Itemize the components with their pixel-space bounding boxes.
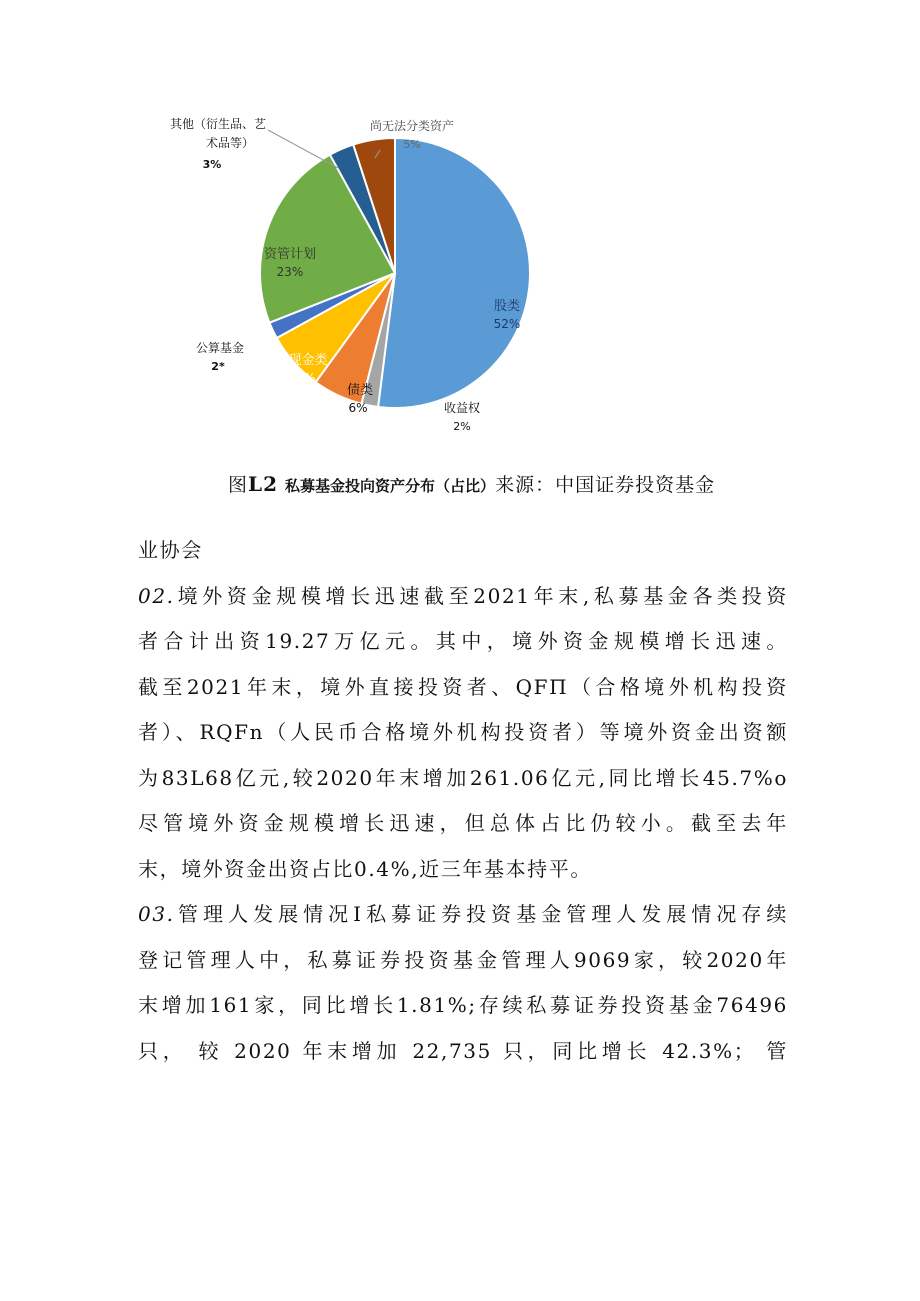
caption-source: 来源：中国证券投资基金 xyxy=(495,474,716,496)
para-02-text1: 境外资金规模增长迅速截至2021年末,私募基金各类投资 xyxy=(174,583,788,608)
caption-prefix: 图 xyxy=(228,474,249,496)
pct-cash: 7% xyxy=(296,371,316,385)
leader-line-other xyxy=(268,130,338,168)
para-02-line3: 截至2021年末，境外直接投资者、QFΠ（合格境外机构投资 xyxy=(138,674,788,699)
para-03-line1 xyxy=(138,892,788,938)
label-cash: 现金类 xyxy=(288,353,328,368)
para-02-line7: 末，境外资金出资占比0.4%,近三年基本持平。 xyxy=(138,856,592,881)
label-asset-mgmt: 资管计划 xyxy=(263,247,317,262)
pct-unclassified: 5% xyxy=(403,138,421,151)
para-02-line6: 尽管境外资金规模增长迅速，但总体占比仍较小。截至去年 xyxy=(138,811,788,835)
pct-other: 3% xyxy=(202,158,222,171)
para-03-text1: 管理人发展情况I私募证券投资基金管理人发展情况存续 xyxy=(174,902,788,926)
figure-caption xyxy=(228,470,715,500)
label-bond: 债类 xyxy=(346,383,374,398)
para-02-line2: 者合计出资19.27万亿元。其中，境外资金规模增长迅速。 xyxy=(138,629,788,653)
pie-slice-0 xyxy=(378,138,530,408)
para-02-number: 02. xyxy=(138,583,175,608)
label-equity: 股类 xyxy=(493,299,521,314)
para-02-line5: 为83L68亿元,较2020年末增加261.06亿元,同比增长45.7%o xyxy=(138,765,788,790)
para-03-number: 03. xyxy=(138,902,175,926)
para-03-line3: 末增加161家，同比增长1.81%;存续私募证券投资基金76496 xyxy=(138,993,788,1017)
pct-asset-mgmt: 23% xyxy=(276,265,304,279)
label-other-line2: 术品等） xyxy=(205,136,255,150)
asset-distribution-pie-chart xyxy=(150,110,570,440)
pct-public-fund: 2* xyxy=(211,360,225,373)
para-02-line1 xyxy=(138,574,788,620)
label-income-right: 收益权 xyxy=(443,401,481,415)
label-public-fund: 公算基金 xyxy=(195,341,245,355)
pct-bond: 6% xyxy=(348,401,368,415)
caption-source-continued: 业协会 xyxy=(138,538,203,562)
label-unclassified: 尚无法分类资产 xyxy=(369,119,455,133)
pct-equity: 52% xyxy=(493,317,521,331)
para-03-line2: 登记管理人中，私募证券投资基金管理人9069家，较2020年 xyxy=(138,947,788,972)
caption-title: 私募基金投向资产分布（占比） xyxy=(285,477,496,495)
label-other-line1: 其他（衍生品、艺 xyxy=(169,117,267,131)
para-02-line4: 者）、RQFn（人民币合格境外机构投资者）等境外资金出资额 xyxy=(138,720,788,744)
body-text xyxy=(138,528,788,1074)
caption-number: L2 xyxy=(248,472,278,496)
para-03-line4: 只， 较 2020 年末增加 22,735 只，同比增长 42.3%； 管 xyxy=(138,1038,788,1063)
pct-income-right: 2% xyxy=(453,420,471,433)
